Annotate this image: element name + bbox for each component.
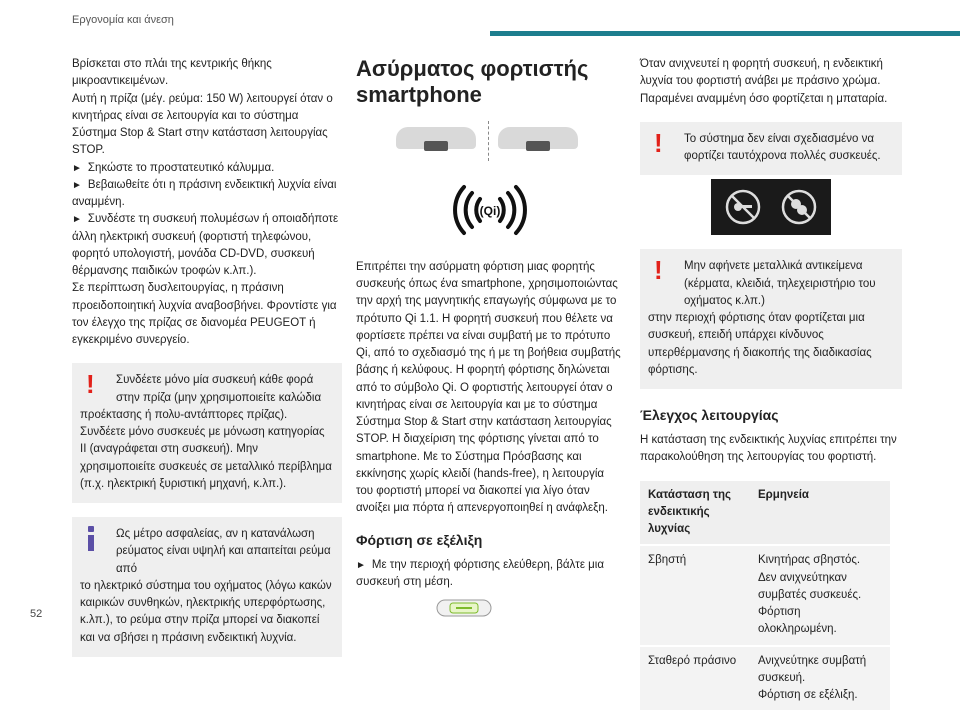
table-row	[640, 545, 890, 645]
info-text-rest: το ηλεκτρικό σύστημα του οχήματος (λόγω κακών καιρικών συνθηκών, ηλεκτρικής υπερφόρτωσης, κ.λπ.), το ρεύμα στην πρίζα μπορεί να διακοπεί και να σβήσει η πράσινη ενδεικτική λυχνία.	[80, 578, 334, 647]
operation-text: Αυτή η πρίζα (μέγ. ρεύμα: 150 W) λειτουργεί όταν ο κινητήρας είναι σε λειτουργία και το σύστημα Σύστημα Stop & Start στην κατάσταση λειτουργίας STOP.	[72, 91, 342, 160]
warning-note-multiple	[640, 122, 902, 176]
mirror-right-icon	[498, 127, 578, 149]
warning-icon: !	[654, 130, 664, 156]
no-metal-objects-icon	[711, 179, 831, 235]
step-3: ► Συνδέστε τη συσκευή πολυμέσων ή οποιαδήποτε άλλη ηλεκτρική συσκευή (φορτιστή τηλεφώνου, φορητό υπολογιστή, μονάδα CD-DVD, συσκευή θέρμανσης παιδικών τροφών κ.λπ.).	[72, 211, 342, 280]
info-icon	[86, 525, 96, 551]
wireless-intro: Επιτρέπει την ασύρματη φόρτιση μιας φορητής συσκευής όπως ένα smartphone, χρησιμοποιώντας την αρχή της μαγνητικής επαγωγής σύμφωνα με το πρότυπο Qi 1.1. Η φορητή συσκευή που θέλετε να φορτίσετε πρέπει να είναι συμβατή με το πρότυπο Qi, από το σχεδιασμό της ή με τη βοήθεια συμβατής βάσης ή κελύφους. Η φορητή φόρτισης δηλώνεται από το σύμβολο Qi. Ο φορτιστής λειτουργεί όταν ο κινητήρας είναι σε λειτουργία και με το σύστημα Σύστημα Stop & Start στην κατάσταση λειτουργίας STOP. Η διαχείριση της φόρτισης γίνεται από το smartphone. Με το Σύστημα Πρόσβασης και εκκίνησης χωρίς κλειδί (hands-free), η λειτουργία του φορτιστή μπορεί να διακοπεί για λίγο όταν ανοίξει μια πόρτα ή απενεργοποιηθεί η ανάφλεξη.	[356, 259, 624, 518]
warning-metal-first: Μην αφήνετε μεταλλικά αντικείμενα (κέρματα, κλειδιά, τηλεχειριστήριο του οχήματος κ.λπ.)	[648, 258, 894, 310]
warning-text-first: Συνδέετε μόνο μία συσκευή κάθε φορά στην πρίζα (μην χρησιμοποιείτε καλώδια	[80, 372, 334, 407]
warning-note-socket	[72, 363, 342, 503]
step-1: ► Σηκώστε το προστατευτικό κάλυμμα.	[72, 160, 342, 177]
warning-icon: !	[86, 371, 96, 397]
table-cell-state: Σταθερό πράσινο	[640, 646, 750, 710]
indicator-lamp-icon	[436, 599, 492, 617]
meaning-line: Κινητήρας σβηστός.	[758, 552, 882, 569]
table-row	[640, 646, 890, 710]
section-title: Ασύρματος φορτιστής smartphone	[356, 56, 624, 109]
table-cell-meaning	[750, 646, 890, 710]
header-accent-bar	[490, 31, 960, 36]
meaning-line: Δεν ανιχνεύτηκαν συμβατές συσκευές.	[758, 570, 882, 605]
detection-text: Όταν ανιχνευτεί η φορητή συσκευή, η ενδεικτική λυχνία του φορτιστή ανάβει με πράσινο χρώμα. Παραμένει αναμμένη όσο φορτίζεται η μπαταρία.	[640, 56, 902, 108]
charging-step: ► Με την περιοχή φόρτισης ελεύθερη, βάλτε μια συσκευή στη μέση.	[356, 557, 624, 592]
table-cell-state: Σβηστή	[640, 545, 750, 645]
warning-icon: !	[654, 257, 664, 283]
charging-subtitle: Φόρτιση σε εξέλιξη	[356, 530, 624, 551]
warning-multiple-text: Το σύστημα δεν είναι σχεδιασμένο να φορτίζει ταυτόχρονα πολλές συσκευές.	[648, 131, 894, 166]
malfunction-text: Σε περίπτωση δυσλειτουργίας, η πράσινη προειδοποιητική λυχνία αναβοσβήνει. Φροντίστε για τον έλεγχο της πρίζας σε διανομέα PEUGEOT ή εγκεκριμένο συνεργείο.	[72, 280, 342, 349]
table-cell-meaning	[750, 545, 890, 645]
indicator-states-table	[640, 481, 890, 710]
step-2: ► Βεβαιωθείτε ότι η πράσινη ενδεικτική λυχνία είναι αναμμένη.	[72, 177, 342, 212]
running-header: Εργονομία και άνεση	[72, 12, 174, 29]
warning-note-metal	[640, 249, 902, 389]
info-note-safety	[72, 517, 342, 657]
info-text-first: Ως μέτρο ασφαλείας, αν η κατανάλωση ρεύματος είναι υψηλή και απαιτείται ρεύμα από	[80, 526, 334, 578]
control-intro: Η κατάσταση της ενδεικτικής λυχνίας επιτρέπει την παρακολούθηση της λειτουργίας του φορτιστή.	[640, 432, 902, 467]
warning-text-rest: προέκτασης ή πολυ-αντάπτορες πρίζας). Συνδέετε μόνο συσκευές με μόνωση κατηγορίας II (αναγράφεται στη συσκευή). Μην χρησιμοποιείτε συσκευές σε μεταλλικό περίβλημα (π.χ. ηλεκτρική ξυριστική μηχανή, κ.λπ.).	[80, 407, 334, 493]
warning-metal-rest: στην περιοχή φόρτισης όταν φορτίζεται μια συσκευή, επειδή υπάρχει κίνδυνος υπερθέρμανσης ή διακοπής της διαδικασίας φόρτισης.	[648, 310, 894, 379]
qi-symbol: (Qi)	[480, 204, 501, 218]
control-subtitle: Έλεγχος λειτουργίας	[640, 405, 902, 426]
mirror-illustration	[356, 121, 624, 161]
meaning-line: Ανιχνεύτηκε συμβατή συσκευή.	[758, 653, 882, 688]
meaning-line: Φόρτιση σε εξέλιξη.	[758, 687, 882, 704]
wireless-charging-icon	[450, 175, 530, 245]
table-header-meaning: Ερμηνεία	[750, 481, 890, 546]
illustration-divider	[488, 121, 489, 161]
page-number: 52	[30, 606, 42, 623]
column-left	[72, 56, 342, 657]
location-text: Βρίσκεται στο πλάι της κεντρικής θήκης μικροαντικειμένων.	[72, 56, 342, 91]
mirror-left-icon	[396, 127, 476, 149]
table-header-state: Κατάσταση της ενδεικτικής λυχνίας	[640, 481, 750, 546]
column-middle	[356, 56, 624, 617]
meaning-line: Φόρτιση ολοκληρωμένη.	[758, 604, 882, 639]
column-right	[640, 56, 902, 710]
table-header-row	[640, 481, 890, 546]
